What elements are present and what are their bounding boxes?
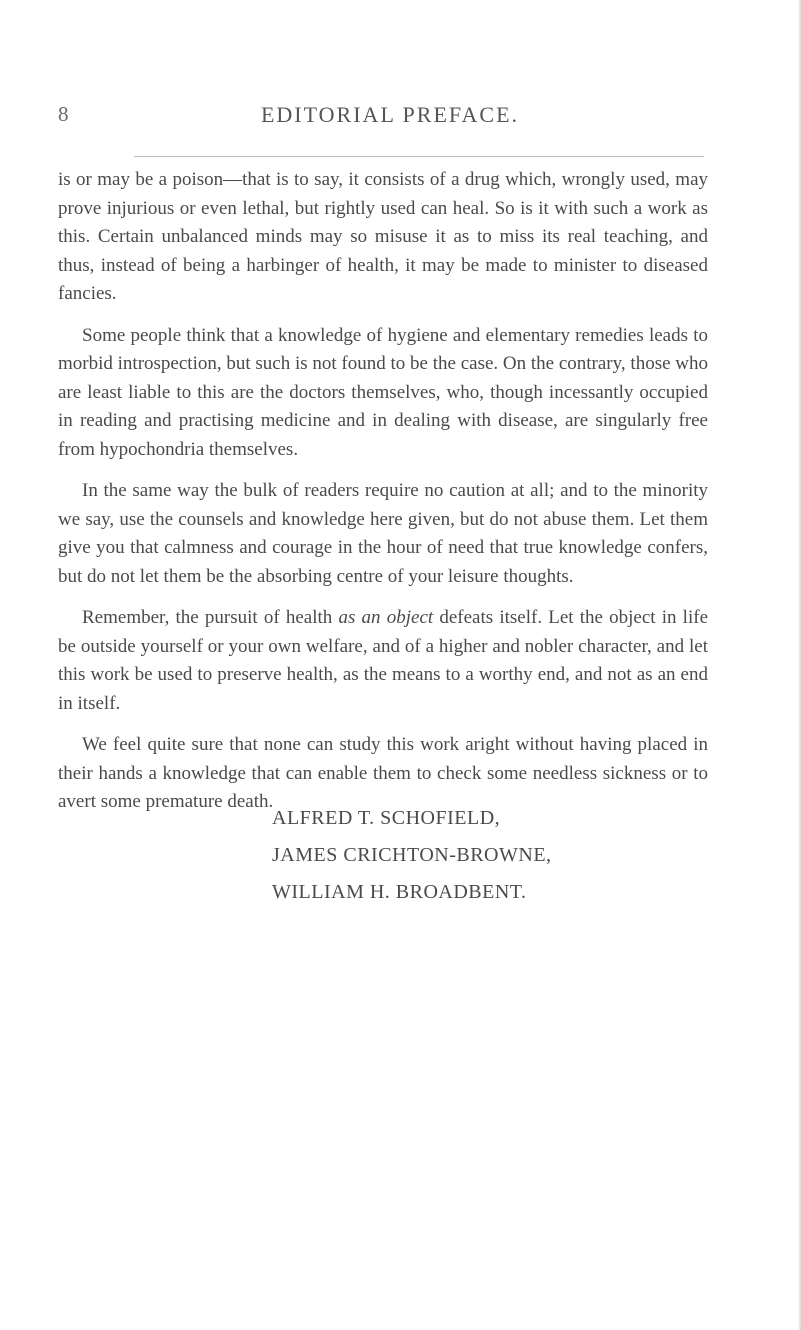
signatory: WILLIAM H. BROADBENT. (272, 881, 527, 903)
paragraph-pursuit-of-health (58, 604, 708, 718)
signatures (210, 800, 552, 911)
paragraph-hygiene: Some people think that a knowledge of hygiene and elementary remedies leads to morbid introspection, but such is not found to be the case. On the contrary, those who are least liable to this are the doctors themselves, who, though incessantly occupied in reading and practising medicine and in dealing with disease, are singularly free from hypochondria themselves. (58, 324, 708, 460)
body-text (58, 166, 708, 830)
running-head: EDITORIAL PREFACE. (260, 102, 520, 127)
paragraph-caution: In the same way the bulk of readers require no caution at all; and to the minority we say, use the counsels and knowledge here given, but do not abuse them. Let them give you that calmness and courage in the hour of need that true knowledge confers, but do not let them be the absorbing centre of your leisure thoughts. (58, 480, 708, 587)
signatory: JAMES CRICHTON-BROWNE, (272, 844, 552, 866)
header-rule (134, 156, 704, 157)
paragraph-text: defeats itself. Let the object in life be outside yourself or your own welfare, and of a higher and nobler character, and let this work be used to preserve health, as the means to a worthy end, and not as an end in itself. (58, 607, 709, 714)
emphasis-text: as an object (338, 607, 434, 628)
page-number: 8 (58, 102, 69, 126)
paragraph-text: Remember, the pursuit of health (82, 607, 339, 628)
paragraph-conclusion: We feel quite sure that none can study this work aright without having placed in their hands a knowledge that can enable them to check some needless sickness or to avert some premature death. (58, 734, 708, 812)
paragraph-continued: is or may be a poison—that is to say, it consists of a drug which, wrongly used, may prove injurious or even lethal, but rightly used can heal. So is it with such a work as this. Certain unbalanced minds may so misuse it as to miss its real teaching, and thus, instead of being a harbinger of health, it may be made to minister to diseased fancies. (58, 169, 708, 304)
signatory: ALFRED T. SCHOFIELD, (272, 807, 501, 829)
